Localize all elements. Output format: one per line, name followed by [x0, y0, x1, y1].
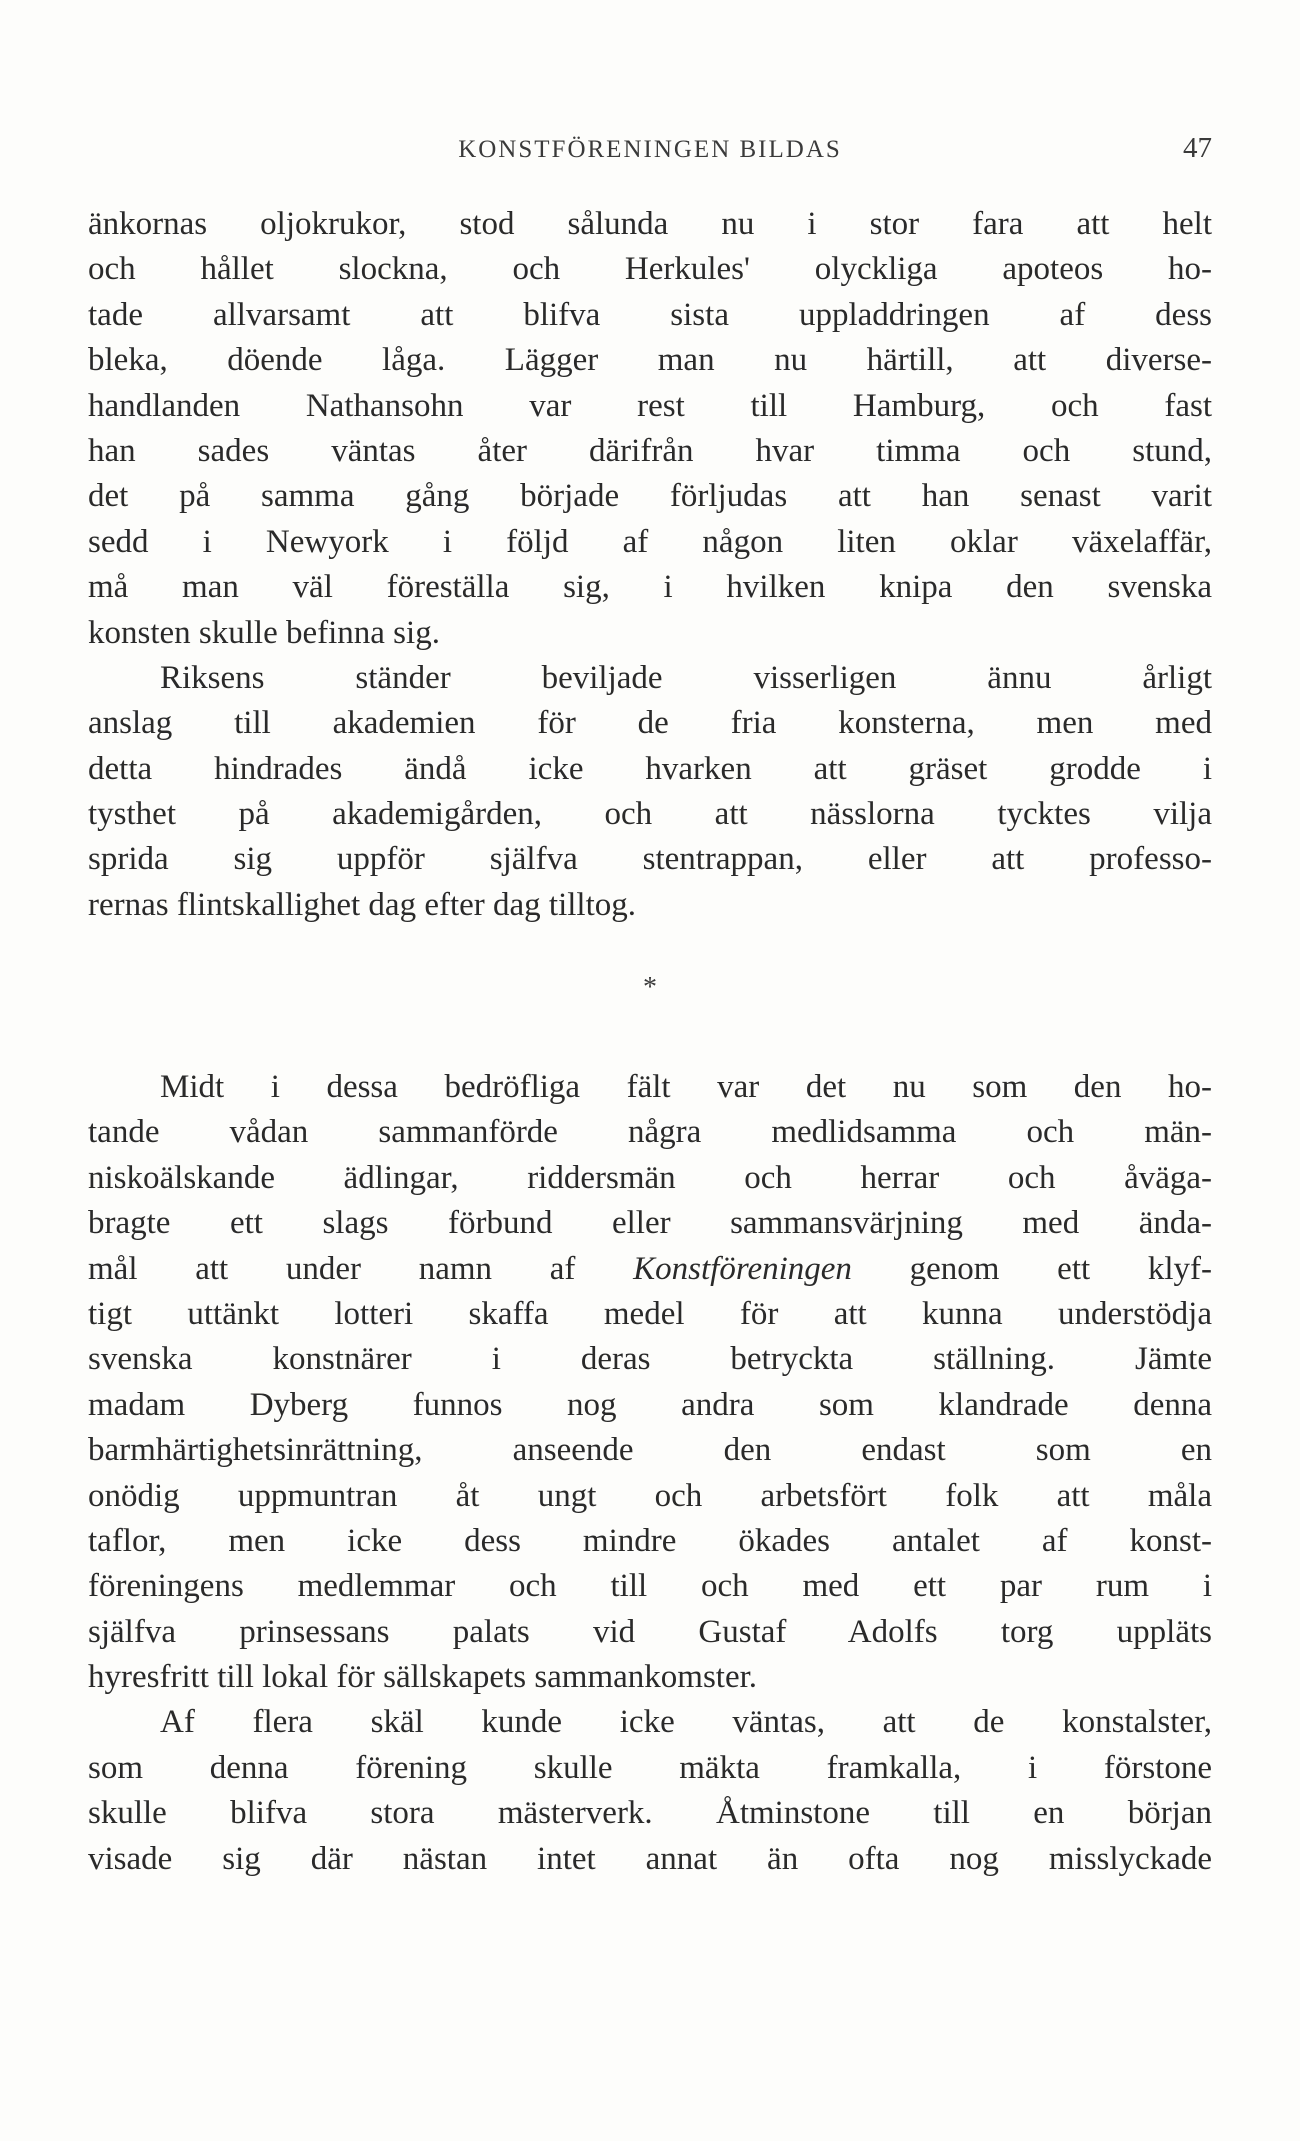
text-segment: mål att under namn af — [88, 1250, 576, 1287]
text-line: tigt uttänkt lotteri skaffa medel för att kunna understödja — [88, 1295, 1212, 1332]
text-line: onödig uppmuntran åt ungt och arbetsfört folk att måla — [88, 1477, 1212, 1514]
text-line: detta hindrades ändå icke hvarken att gräset grodde i — [88, 750, 1212, 787]
text-line: föreningens medlemmar och till och med ett par rum i — [88, 1568, 1212, 1605]
text-block-lower — [88, 1065, 1212, 1882]
text-line: skulle blifva stora mästerverk. Åtminstone till en början — [88, 1795, 1212, 1832]
text-line: och hållet slockna, och Herkules' olyckliga apoteos ho- — [88, 251, 1212, 288]
text-segment: genom ett klyf- — [909, 1250, 1212, 1287]
text-line: barmhärtighetsinrättning, anseende den endast som en — [88, 1432, 1212, 1469]
text-line: tade allvarsamt att blifva sista uppladdringen af dess — [88, 296, 1212, 333]
section-separator-asterisk: * — [643, 972, 657, 1003]
text-line: själfva prinsessans palats vid Gustaf Adolfs torg uppläts — [88, 1613, 1212, 1650]
text-line: niskoälskande ädlingar, riddersmän och herrar och åväga- — [88, 1159, 1212, 1196]
paragraph-3 — [88, 1065, 1212, 1700]
text-line: visade sig där nästan intet annat än ofta nog misslyckade — [88, 1840, 1212, 1877]
text-line: sprida sig uppför själfva stentrappan, eller att professo- — [88, 841, 1212, 878]
text-line: änkornas oljokrukor, stod sålunda nu i stor fara att helt — [88, 206, 1212, 242]
text-line: som denna förening skulle mäkta framkalla, i förstone — [88, 1749, 1212, 1786]
text-line: Af flera skäl kunde icke väntas, att de konstalster, — [160, 1704, 1212, 1741]
text-line: han sades väntas åter därifrån hvar timma och stund, — [88, 432, 1212, 469]
text-block-upper — [88, 202, 1212, 928]
text-line: tande vådan sammanförde några medlidsamma och män- — [88, 1114, 1212, 1151]
text-line: madam Dyberg funnos nog andra som klandrade denna — [88, 1386, 1212, 1423]
text-line: svenska konstnärer i deras betryckta ställning. Jämte — [88, 1341, 1212, 1378]
text-line: anslag till akademien för de fria konsterna, men med — [88, 705, 1212, 742]
text-line: sedd i Newyork i följd af någon liten oklar växelaffär, — [88, 523, 1212, 560]
page-number: 47 — [1183, 132, 1212, 164]
paragraph-1 — [88, 202, 1212, 656]
text-line: må man väl föreställa sig, i hvilken knipa den svenska — [88, 569, 1212, 606]
paragraph-2 — [88, 656, 1212, 928]
running-title: KONSTFÖRENINGEN BILDAS — [458, 136, 842, 163]
running-head — [88, 132, 1212, 176]
text-line: det på samma gång började förljudas att han senast varit — [88, 478, 1212, 515]
text-line: Midt i dessa bedröfliga fält var det nu som den ho- — [160, 1069, 1212, 1105]
text-line: rernas flintskallighet dag efter dag tilltog. — [88, 886, 636, 923]
text-line: handlanden Nathansohn var rest till Hamburg, och fast — [88, 387, 1212, 424]
text-line: tysthet på akademigården, och att nässlorna tycktes vilja — [88, 796, 1212, 833]
text-line: Riksens ständer beviljade visserligen ännu årligt — [160, 659, 1212, 696]
text-line: bleka, döende låga. Lägger man nu härtill, att diverse- — [88, 342, 1212, 379]
text-line-with-italic — [88, 1247, 1212, 1292]
text-line: taflor, men icke dess mindre ökades antalet af konst- — [88, 1522, 1212, 1559]
italic-title: Konstföreningen — [633, 1250, 852, 1287]
text-line: bragte ett slags förbund eller sammansvärjning med ända- — [88, 1205, 1212, 1242]
text-line: hyresfritt till lokal för sällskapets sammankomster. — [88, 1659, 758, 1696]
text-line: konsten skulle befinna sig. — [88, 614, 440, 651]
paragraph-4 — [88, 1700, 1212, 1882]
